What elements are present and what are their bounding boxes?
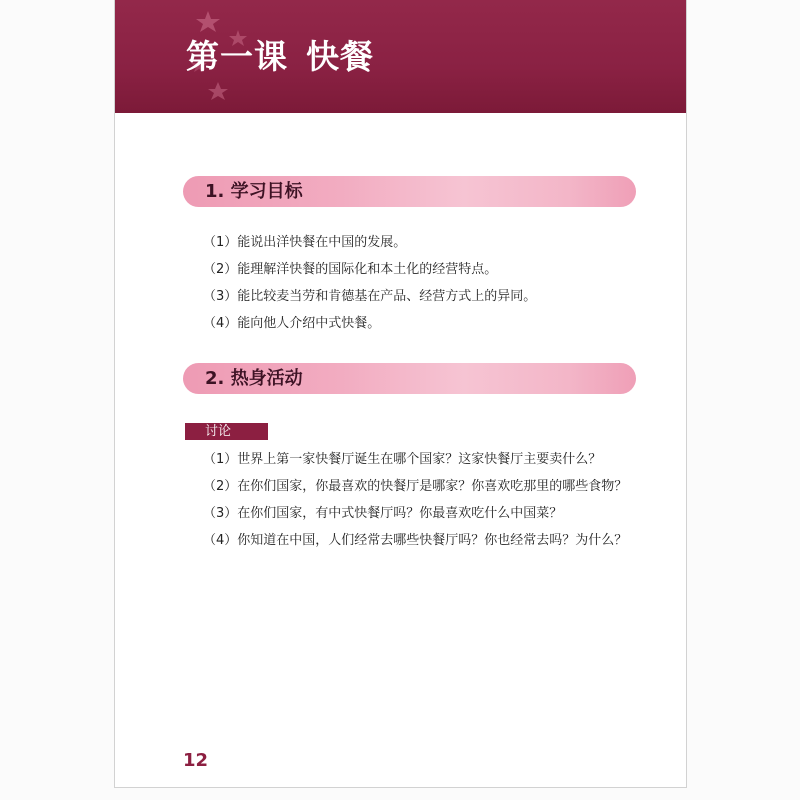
list-item: （4）你知道在中国，人们经常去哪些快餐厅吗？你也经常去吗？为什么？ — [203, 533, 628, 548]
list-item: （4）能向他人介绍中式快餐。 — [203, 316, 381, 331]
section-heading-warm-up: 2. 热身活动 — [183, 363, 636, 394]
star-icon — [208, 82, 228, 100]
list-item: （1）世界上第一家快餐厅诞生在哪个国家？这家快餐厅主要卖什么？ — [203, 452, 602, 467]
star-icon — [196, 11, 220, 32]
lesson-name: 快餐 — [306, 37, 374, 76]
lesson-header — [115, 0, 686, 113]
list-item: （2）在你们国家，你最喜欢的快餐厅是哪家？你喜欢吃那里的哪些食物？ — [203, 479, 628, 494]
list-item: （2）能理解洋快餐的国际化和本土化的经营特点。 — [203, 262, 498, 277]
page-number: 12 — [183, 750, 209, 771]
textbook-page — [115, 0, 686, 787]
list-item: （3）在你们国家，有中式快餐厅吗？你最喜欢吃什么中国菜？ — [203, 506, 563, 521]
learning-goals-list — [203, 229, 536, 337]
list-item: （3）能比较麦当劳和肯德基在产品、经营方式上的异同。 — [203, 289, 537, 304]
discussion-list — [203, 446, 627, 554]
lesson-title — [186, 39, 374, 75]
section-heading-learning-goals: 1. 学习目标 — [183, 176, 636, 207]
list-item: （1）能说出洋快餐在中国的发展。 — [203, 235, 407, 250]
discussion-tag: 讨论 — [185, 423, 268, 440]
lesson-number: 第一课 — [186, 37, 288, 76]
